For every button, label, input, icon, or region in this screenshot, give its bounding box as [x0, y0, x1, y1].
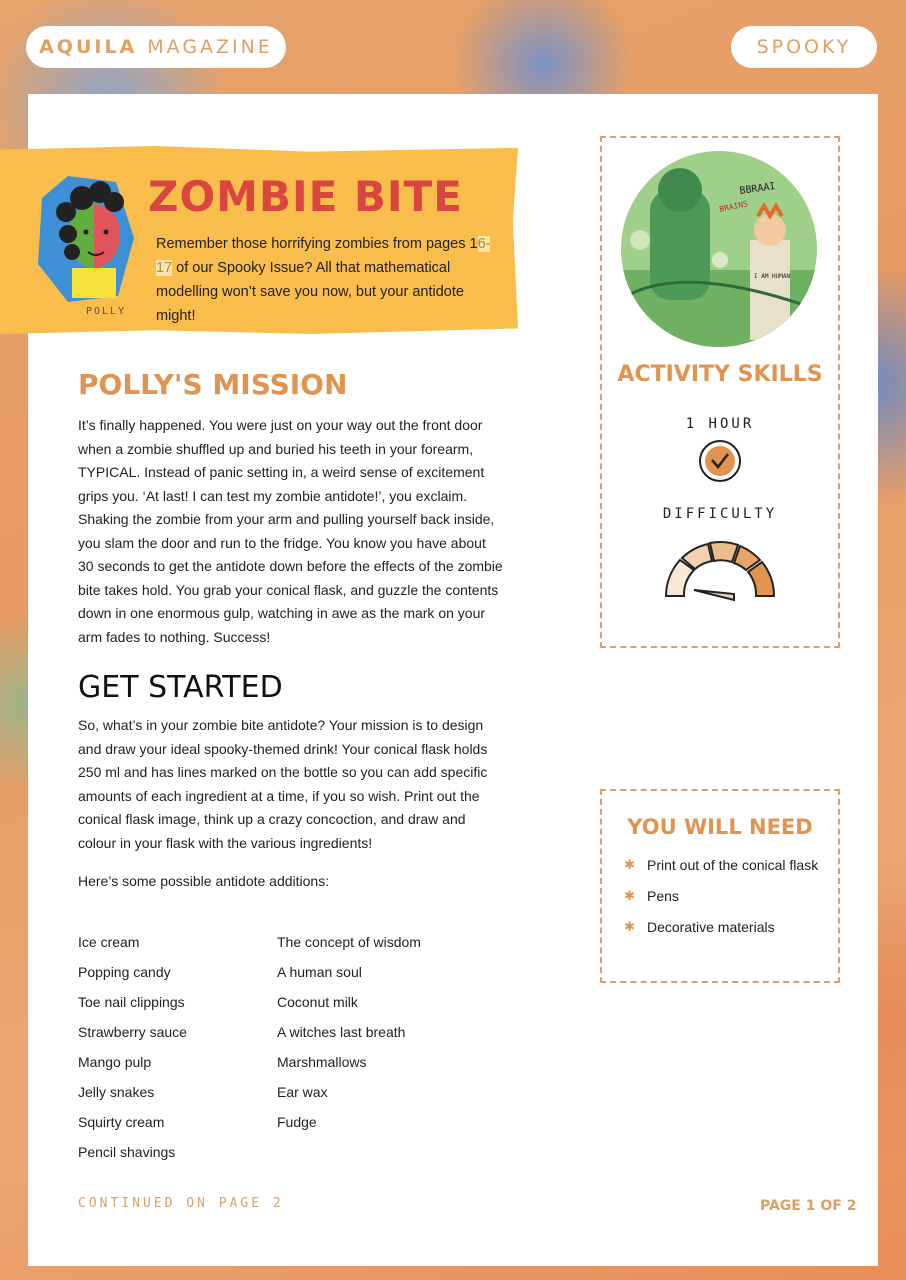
asterisk-icon: ✱ [624, 888, 635, 903]
asterisk-icon: ✱ [624, 857, 635, 872]
list-item: Marshmallows [277, 1054, 367, 1070]
intro-text [156, 232, 506, 328]
list-item: Fudge [277, 1114, 317, 1130]
brand-rest: MAGAZINE [147, 36, 273, 58]
list-item: Popping candy [78, 964, 171, 980]
list-item: Mango pulp [78, 1054, 152, 1070]
get-started-heading: GET STARTED [78, 670, 283, 705]
need-item [624, 856, 820, 874]
you-will-need-list [624, 856, 820, 949]
need-item [624, 887, 820, 905]
additions-intro: Here’s some possible antidote additions: [78, 873, 330, 889]
list-item: Toe nail clippings [78, 994, 185, 1010]
list-item: Coconut milk [277, 994, 358, 1010]
asterisk-icon: ✱ [624, 919, 635, 934]
list-item: Pencil shavings [78, 1144, 176, 1160]
activity-skills-title: ACTIVITY SKILLS [617, 362, 823, 387]
page-number: PAGE 1 OF 2 [760, 1198, 857, 1214]
section-tag: SPOOKY [731, 26, 877, 68]
list-item: Ear wax [277, 1084, 328, 1100]
intro-highlight: 6-17 [156, 236, 491, 276]
avatar-label: POLLY [86, 306, 127, 317]
list-item: The concept of wisdom [277, 934, 421, 950]
need-item-label: Decorative materials [647, 919, 775, 935]
clock-icon [697, 438, 743, 484]
need-item-label: Print out of the conical flask [647, 857, 819, 873]
intro-before: Remember those horrifying zombies from pages 1 [156, 236, 478, 252]
list-item: Strawberry sauce [78, 1024, 187, 1040]
continued-note: CONTINUED ON PAGE 2 [78, 1196, 284, 1211]
need-item [624, 918, 820, 936]
polly-avatar-icon [38, 168, 134, 308]
brand-bold: AQUILA [39, 36, 138, 58]
list-item: A human soul [277, 964, 362, 980]
difficulty-label: DIFFICULTY [662, 506, 778, 522]
zombie-illustration-text: BBRAAI [738, 181, 777, 197]
zombie-illustration-text: I AM HUMAN [754, 273, 791, 280]
list-item: A witches last breath [277, 1024, 406, 1040]
time-label: 1 HOUR [685, 416, 755, 432]
magazine-brand [26, 26, 286, 68]
zombie-illustration-icon [620, 150, 818, 348]
you-will-need-title: YOU WILL NEED [627, 815, 813, 839]
zombie-illustration-text: BRAINS [718, 199, 749, 214]
mission-heading: POLLY'S MISSION [78, 368, 348, 401]
need-item-label: Pens [647, 888, 679, 904]
difficulty-gauge-icon [660, 538, 780, 604]
list-item: Ice cream [78, 934, 140, 950]
list-item: Squirty cream [78, 1114, 165, 1130]
get-started-text: So, what’s in your zombie bite antidote? Your mission is to design and draw your ideal spooky-themed drink! Your conical flask holds 250 ml and has lines marked on the bottle so you can add specific amounts of each ingredient at a time, if you so wish. Print out the conical flask image, think up a crazy concoction, and draw and colour in your flask with the various ingredients! [78, 717, 488, 851]
list-item: Jelly snakes [78, 1084, 155, 1100]
mission-text: It’s finally happened. You were just on your way out the front door when a zombie shuffled up and buried his teeth in your forearm, TYPICAL. Instead of panic setting in, a weird sense of excitement grips you. ‘At last! I can test my zombie antidote!’, you exclaim. Shaking the zombie from your arm and pulling yourself back inside, you slam the door and run to the fridge. You know you have about 30 seconds to get the antidote down before the effects of the zombie bite takes hold. You grab your conical flask, and guzzle the contents down in one enormous gulp, watching in awe as the mark on your arm fades to nothing. Success! [78, 417, 503, 645]
page-title: ZOMBIE BITE [148, 172, 463, 221]
additions-column-a [78, 930, 187, 1170]
intro-after: of our Spooky Issue? All that mathematical modelling won’t save you now, but your antidote might! [156, 260, 464, 324]
additions-column-b [277, 930, 421, 1140]
